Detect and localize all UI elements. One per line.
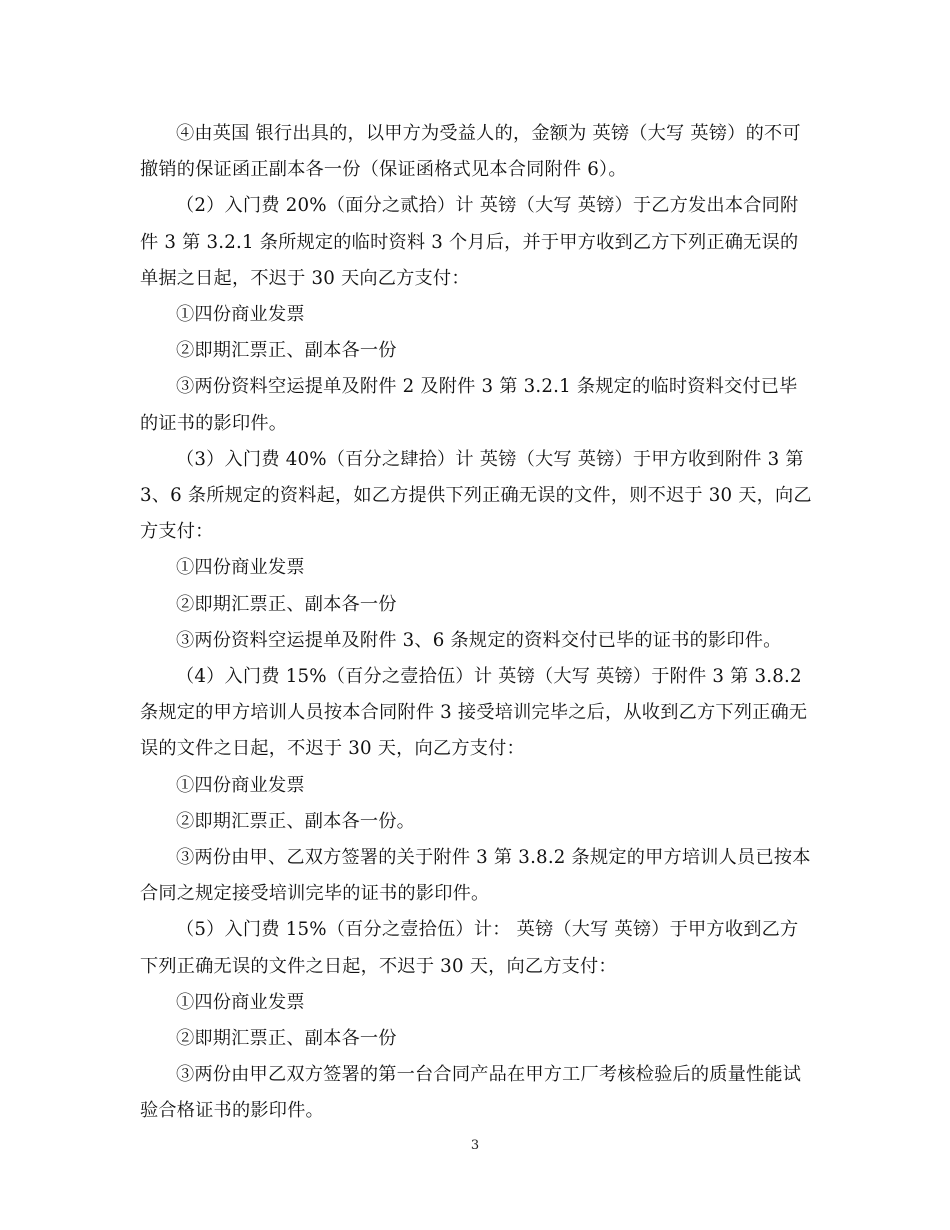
list-item-sight-draft: ②即期汇票正、副本各一份 — [176, 593, 397, 615]
list-item-commercial-invoice: ①四份商业发票 — [176, 304, 305, 326]
list-item-quality-certificate: ③两份由甲乙双方签署的第一台合同产品在甲方工厂考核检验后的质量性能试验合格证书的影印件。 — [140, 1064, 802, 1122]
paragraph-payment-5: （5）入门费 15%（百分之壹拾伍）计： 英镑（大写 英镑）于甲方收到乙方下列正确无误的文件之日起，不迟于 30 天，向乙方支付： — [140, 919, 799, 977]
document-body — [140, 116, 815, 1130]
list-item-sight-draft: ②即期汇票正、副本各一份。 — [176, 810, 416, 832]
list-item-commercial-invoice: ①四份商业发票 — [176, 991, 305, 1013]
page-number: 3 — [470, 1138, 480, 1153]
paragraph-payment-3: （3）入门费 40%（百分之肆拾）计 英镑（大写 英镑）于甲方收到附件 3 第 3、6 条所规定的资料起，如乙方提供下列正确无误的文件，则不迟于 30 天，向乙方支付： — [140, 448, 812, 543]
paragraph-guarantee-letter: ④由英国 银行出具的，以甲方为受益人的，金额为 英镑（大写 英镑）的不可撤销的保证函正副本各一份（保证函格式见本合同附件 6）。 — [140, 123, 801, 181]
list-item-sight-draft: ②即期汇票正、副本各一份 — [176, 340, 397, 362]
list-item-sight-draft: ②即期汇票正、副本各一份 — [176, 1028, 397, 1050]
paragraph-payment-2: （2）入门费 20%（面分之贰拾）计 英镑（大写 英镑）于乙方发出本合同附件 3 第 3.2.1 条所规定的临时资料 3 个月后，并于甲方收到乙方下列正确无误的单据之日起，不迟于 30 天向乙方支付： — [140, 195, 799, 289]
list-item-airway-bill: ③两份资料空运提单及附件 3、6 条规定的资料交付已毕的证书的影印件。 — [176, 629, 782, 651]
list-item-training-certificate: ③两份由甲、乙双方签署的关于附件 3 第 3.8.2 条规定的甲方培训人员已按本合同之规定接受培训完毕的证书的影印件。 — [140, 847, 811, 905]
paragraph-payment-4: （4）入门费 15%（百分之壹拾伍）计 英镑（大写 英镑）于附件 3 第 3.8.2 条规定的甲方培训人员按本合同附件 3 接受培训完毕之后，从收到乙方下列正确无误的文件之日起，不迟于 30 天，向乙方支付： — [140, 666, 808, 760]
list-item-commercial-invoice: ①四份商业发票 — [176, 774, 305, 796]
list-item-airway-bill: ③两份资料空运提单及附件 2 及附件 3 第 3.2.1 条规定的临时资料交付已毕的证书的影印件。 — [140, 376, 798, 434]
list-item-commercial-invoice: ①四份商业发票 — [176, 557, 305, 579]
